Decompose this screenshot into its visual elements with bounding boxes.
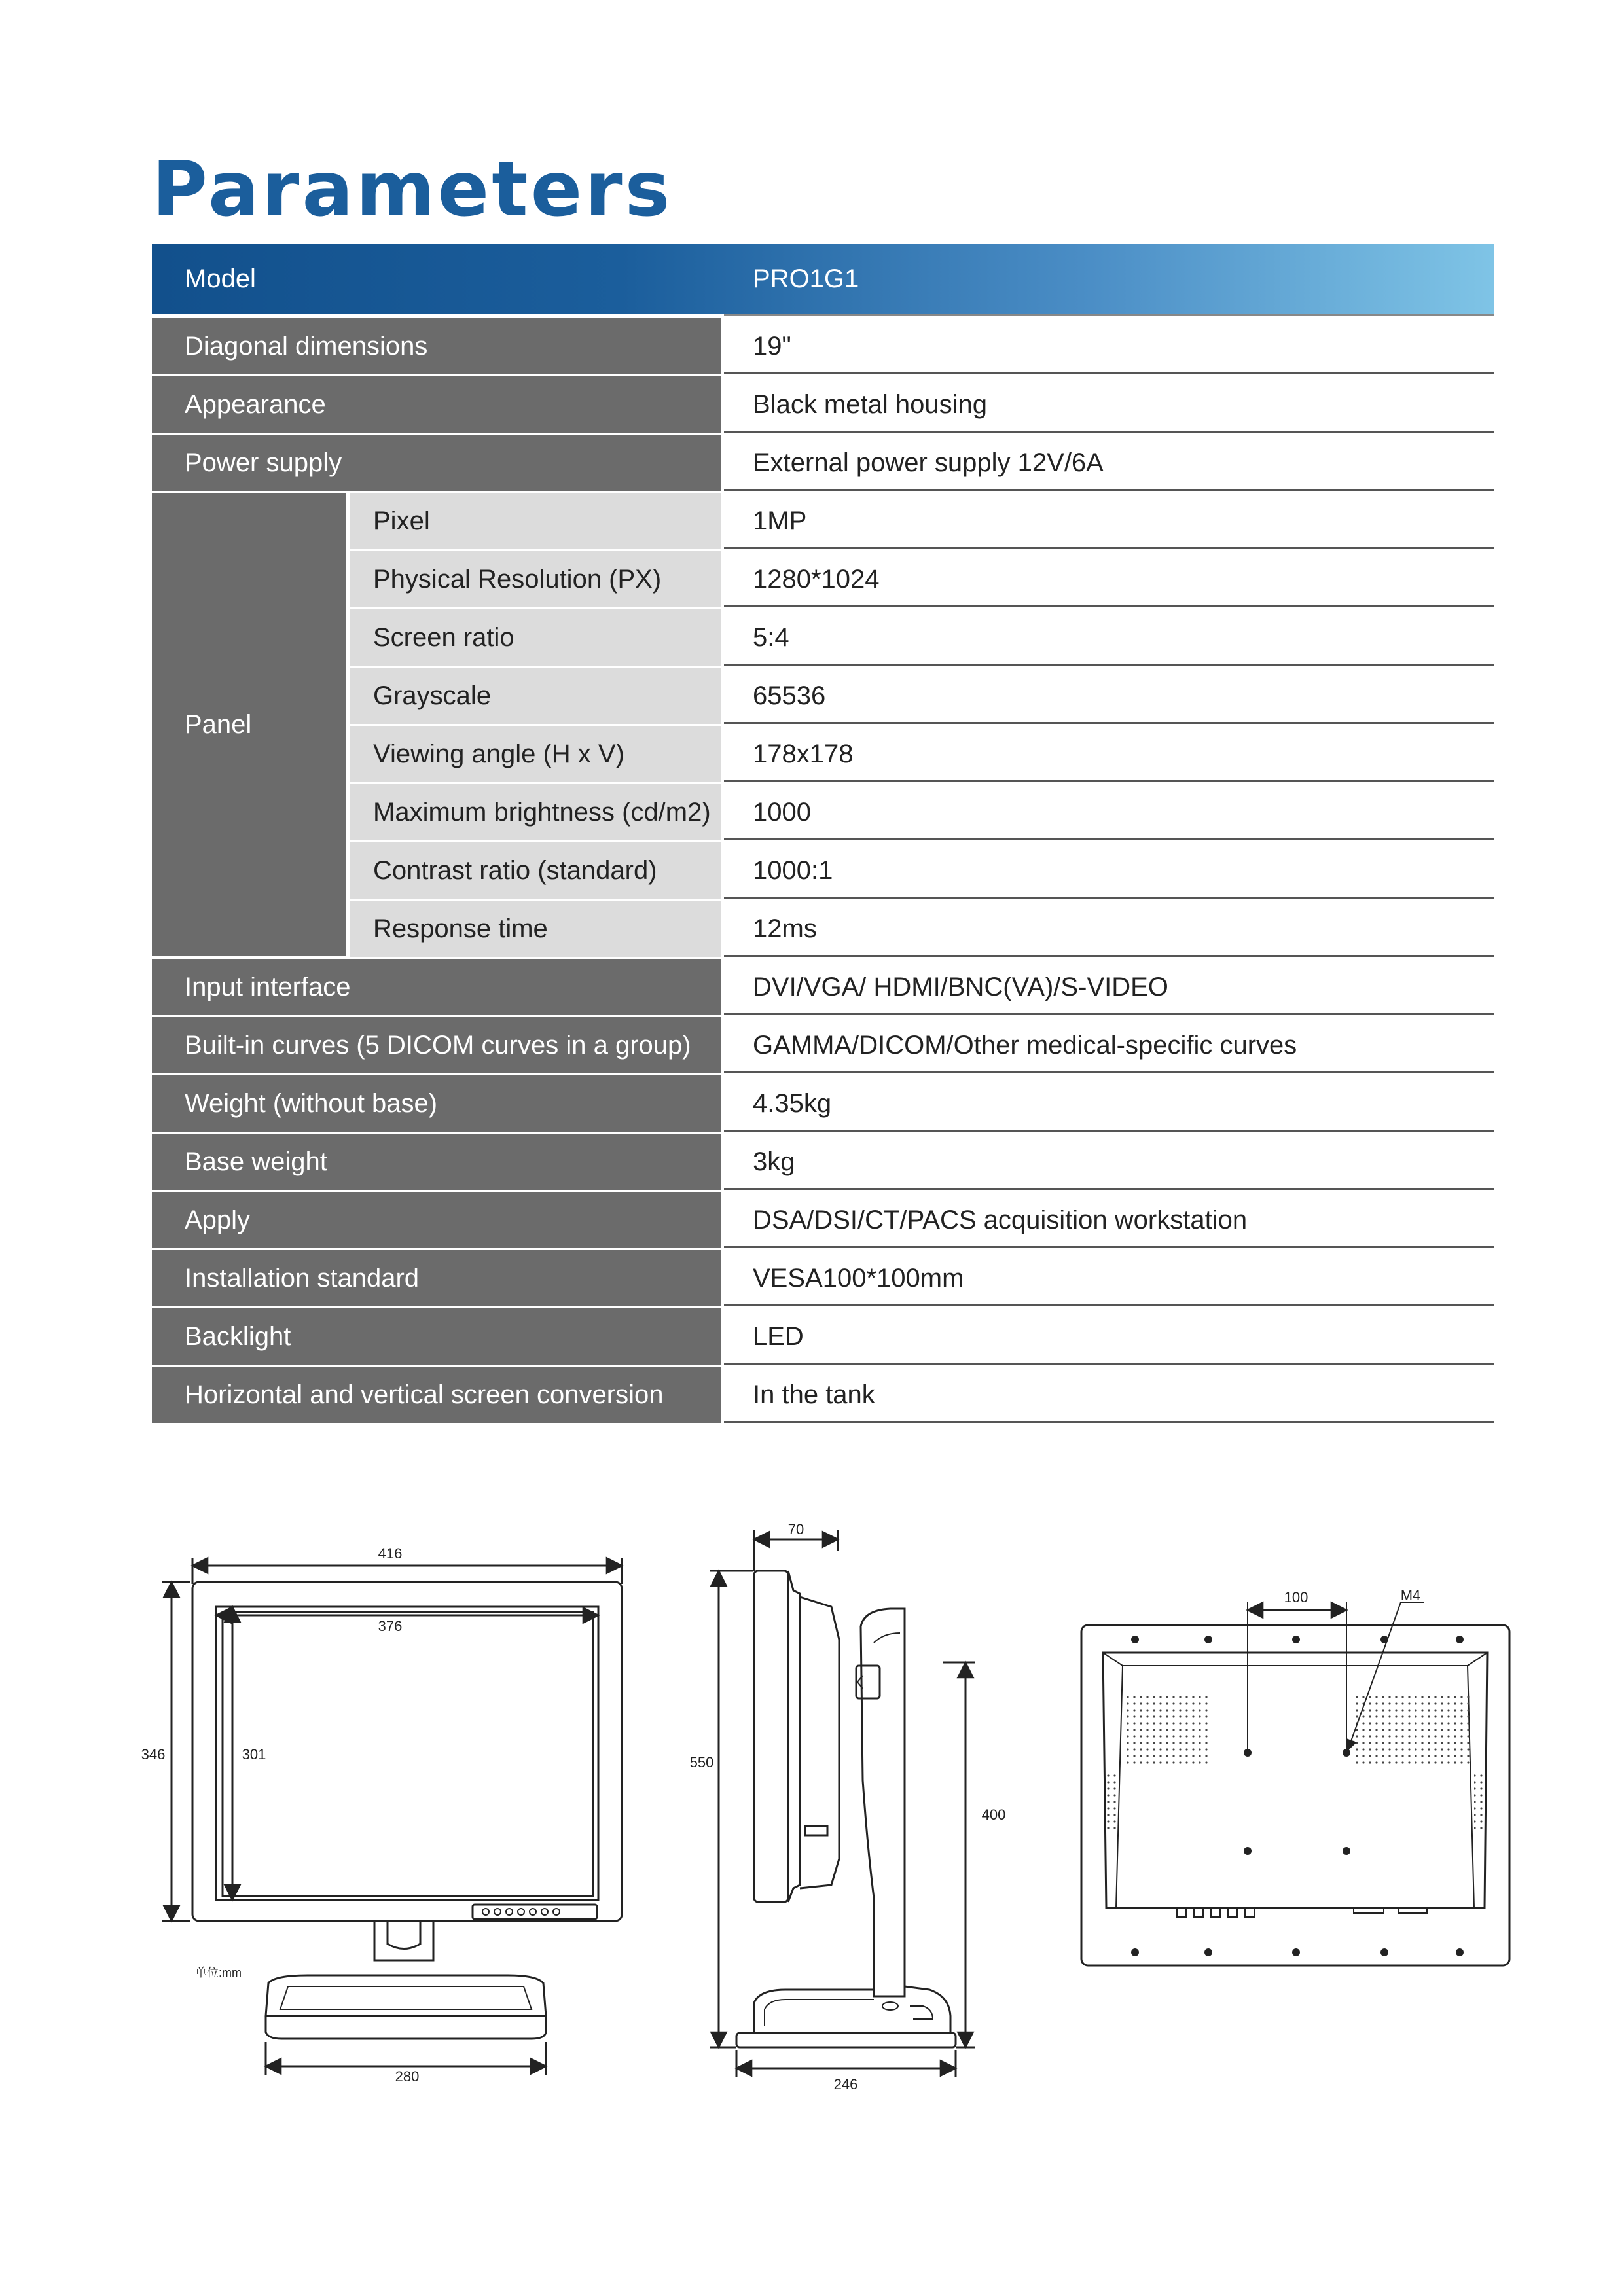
table-row <box>152 1017 1494 1073</box>
row-label: Maximum brightness (cd/m2) <box>350 784 721 840</box>
row-label: Power supply <box>152 435 721 491</box>
table-row <box>152 784 1494 840</box>
page-title: Parameters <box>152 145 673 234</box>
table-row <box>152 959 1494 1015</box>
dim-vesa: 100 <box>1284 1589 1308 1605</box>
table-row <box>152 551 1494 607</box>
row-value: VESA100*100mm <box>724 1250 1494 1306</box>
row-value: External power supply 12V/6A <box>724 435 1494 491</box>
table-row <box>152 318 1494 374</box>
row-value: LED <box>724 1308 1494 1365</box>
dim-width: 416 <box>378 1545 403 1562</box>
row-label: Response time <box>350 901 721 957</box>
row-value: In the tank <box>724 1367 1494 1423</box>
row-value: 12ms <box>724 901 1494 957</box>
table-row <box>152 726 1494 782</box>
table-header <box>152 244 1494 314</box>
row-label: Built-in curves (5 DICOM curves in a group) <box>152 1017 721 1073</box>
table-row <box>152 901 1494 957</box>
row-value: DSA/DSI/CT/PACS acquisition workstation <box>724 1192 1494 1248</box>
row-value: 3kg <box>724 1134 1494 1190</box>
dim-height: 346 <box>141 1746 166 1763</box>
row-value: 4.35kg <box>724 1075 1494 1132</box>
divider <box>724 314 1494 316</box>
table-row <box>152 842 1494 899</box>
header-value: PRO1G1 <box>753 264 859 293</box>
row-value: 178x178 <box>724 726 1494 782</box>
row-label: Installation standard <box>152 1250 721 1306</box>
row-value: DVI/VGA/ HDMI/BNC(VA)/S-VIDEO <box>724 959 1494 1015</box>
row-value: 5:4 <box>724 609 1494 666</box>
row-label: Screen ratio <box>350 609 721 666</box>
row-label: Weight (without base) <box>152 1075 721 1132</box>
row-label: Backlight <box>152 1308 721 1365</box>
dim-inner-width: 376 <box>378 1618 403 1634</box>
table-row <box>152 1367 1494 1423</box>
table-row <box>152 668 1494 724</box>
row-value: 19" <box>724 318 1494 374</box>
dim-stand-height: 400 <box>981 1806 1006 1823</box>
table-row <box>152 1192 1494 1248</box>
dim-side-base: 246 <box>833 2076 858 2092</box>
dimension-drawings <box>0 1492 1624 2121</box>
row-label: Diagonal dimensions <box>152 318 721 374</box>
row-label: Apply <box>152 1192 721 1248</box>
row-label: Contrast ratio (standard) <box>350 842 721 899</box>
panel-label-text: Panel <box>185 709 252 739</box>
row-label: Appearance <box>152 376 721 433</box>
row-value: 1280*1024 <box>724 551 1494 607</box>
table-row <box>152 376 1494 433</box>
row-value: Black metal housing <box>724 376 1494 433</box>
row-value: 65536 <box>724 668 1494 724</box>
screw-label: M4 <box>1400 1587 1421 1604</box>
table-row <box>152 1308 1494 1365</box>
row-label: Input interface <box>152 959 721 1015</box>
row-value: 1000:1 <box>724 842 1494 899</box>
row-value: 1000 <box>724 784 1494 840</box>
header-label: Model <box>185 264 256 293</box>
row-label: Pixel <box>350 493 721 549</box>
row-label: Grayscale <box>350 668 721 724</box>
table-row <box>152 609 1494 666</box>
side-view-drawing <box>710 1530 975 2077</box>
dim-base: 280 <box>395 2068 420 2085</box>
table-row <box>152 435 1494 491</box>
row-label: Base weight <box>152 1134 721 1190</box>
back-view-drawing <box>1081 1602 1509 1965</box>
row-value: 1MP <box>724 493 1494 549</box>
table-row <box>152 493 1494 549</box>
front-view-drawing <box>162 1558 622 2075</box>
dim-depth: 70 <box>787 1521 804 1537</box>
table-row <box>152 1134 1494 1190</box>
table-row <box>152 1075 1494 1132</box>
dim-inner-height: 301 <box>242 1746 266 1763</box>
dim-total-height: 550 <box>689 1754 714 1770</box>
row-value: GAMMA/DICOM/Other medical-specific curves <box>724 1017 1494 1073</box>
row-label: Physical Resolution (PX) <box>350 551 721 607</box>
row-label: Horizontal and vertical screen conversion <box>152 1367 721 1423</box>
unit-note: 单位:mm <box>195 1966 242 1979</box>
row-label: Viewing angle (H x V) <box>350 726 721 782</box>
table-row <box>152 1250 1494 1306</box>
